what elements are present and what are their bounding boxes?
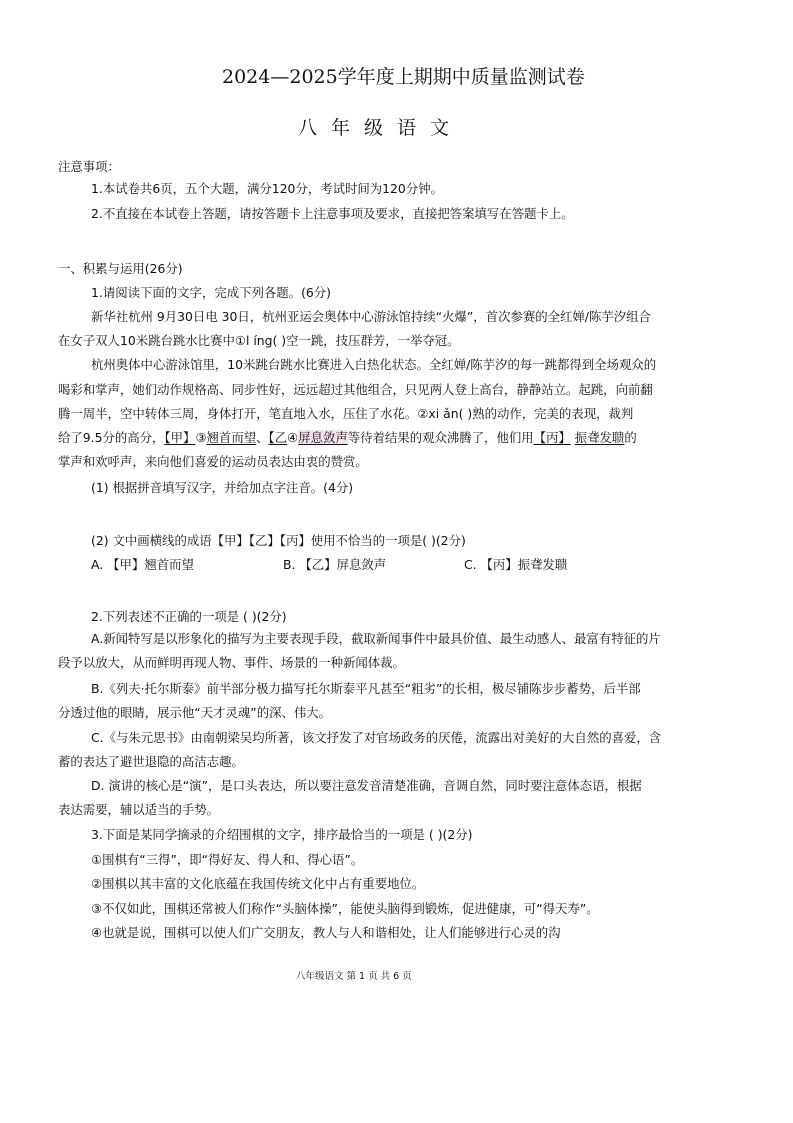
- idiom-1: 翘首而望: [206, 430, 257, 445]
- q1-passage-line: 掌声和欢呼声，来向他们喜爱的运动员表达由衷的赞赏。: [58, 454, 368, 469]
- q1-passage-line: 喝彩和掌声，她们动作规格高、同步性好，远远超过其他组合，只见两人登上高台，静静站立。起跳，向前翻: [58, 382, 653, 397]
- exam-title: 2024—2025学年度上期期中质量监测试卷: [222, 66, 585, 88]
- q3-prompt: 3.下面是某同学摘录的介绍围棋的文字，排序最恰当的一项是 ( )(2分): [91, 827, 473, 842]
- notice-item-1: 1.本试卷共6页，五个大题，满分120分，考试时间为120分钟。: [91, 181, 443, 196]
- q1-option-b: B. 【乙】屏息敛声: [283, 557, 387, 572]
- q2-option-c: C.《与朱元思书》由南朝梁吴均所著，该文抒发了对官场政务的厌倦，流露出对美好的大自然的喜爱，含: [91, 730, 662, 745]
- notice-heading: 注意事项：: [58, 159, 120, 174]
- passage-text: ④: [287, 430, 299, 445]
- q3-sentence-3: ③不仅如此，围棋还常被人们称作“头脑体操”，能使头脑得到锻炼，促进健康，可“得天寿”。: [91, 901, 599, 916]
- q1-option-a: A. 【甲】翘首而望: [91, 557, 194, 572]
- q1-passage-line: 新华社杭州 9月30日电 30日，杭州亚运会奥体中心游泳馆持续“火爆”，首次参赛的全红婵/陈芋汐组合: [91, 309, 651, 324]
- q2-option-b: B.《列夫·托尔斯泰》前半部分极力描写托尔斯泰平凡甚至“粗劣”的长相，极尽铺陈步步蓄势，后半部: [91, 681, 641, 696]
- q1-option-c: C. 【丙】振聋发聩: [464, 557, 568, 572]
- exam-subtitle: 八年级语文: [298, 117, 464, 139]
- q1-passage-line: 腾一周半，空中转体三周，身体打开，笔直地入水，压住了水花。②xi ǎn( )熟的动作，完美的表现，裁判: [58, 406, 634, 421]
- idiom-3: 振聋发聩: [574, 430, 625, 445]
- q2-option-d-cont: 表达需要，辅以适当的手势。: [58, 802, 220, 817]
- q2-option-a-cont: 段予以放大，从而鲜明再现人物、事件、场景的一种新闻体裁。: [58, 655, 405, 670]
- passage-text: 、: [256, 430, 269, 445]
- q3-sentence-2: ②围棋以其丰富的文化底蕴在我国传统文化中占有重要地位。: [91, 876, 425, 891]
- marker-jia: 【甲】: [164, 430, 196, 445]
- passage-text: 给了9.5分的高分，: [58, 430, 165, 445]
- passage-text: 的: [624, 430, 637, 445]
- q2-prompt: 2.下列表述不正确的一项是 ( )(2分): [91, 609, 287, 624]
- marker-bing: 【丙】: [533, 430, 571, 445]
- q2-option-c-cont: 蓄的表达了避世退隐的高洁志趣。: [58, 754, 244, 769]
- q2-option-b-cont: 分透过他的眼睛，展示他“天才灵魂”的深、伟大。: [58, 705, 332, 720]
- idiom-2: 屏息敛声: [298, 430, 348, 445]
- page-footer: 八年级语文 第 1 页 共 6 页: [296, 971, 412, 982]
- q3-sentence-1: ①围棋有“三得”，即“得好友、得人和、得心语”。: [91, 852, 364, 867]
- q2-option-a: A.新闻特写是以形象化的描写为主要表现手段，截取新闻事件中最具价值、最生动感人、最富有特征的片: [91, 631, 661, 646]
- q1-sub1: (1) 根据拼音填写汉字，并给加点字注音。(4分): [91, 480, 354, 495]
- q2-option-d: D. 演讲的核心是“演”，是口头表达，所以要注意发音清楚准确，音调自然，同时要注意体态语，根据: [91, 778, 642, 793]
- passage-text: ③: [195, 430, 207, 445]
- passage-text: 等待着结果的观众沸腾了，他们用: [347, 430, 534, 445]
- q1-sub2: (2) 文中画横线的成语【甲】【乙】【丙】使用不恰当的一项是( )(2分): [91, 533, 466, 548]
- q1-prompt: 1.请阅读下面的文字，完成下列各题。(6分): [91, 285, 332, 300]
- marker-yi: 【乙: [268, 430, 288, 445]
- section-heading: 一、积累与运用(26分): [58, 261, 183, 276]
- q3-sentence-4: ④也就是说，围棋可以使人们广交朋友，教人与人和谐相处，让人们能够进行心灵的沟: [91, 925, 561, 940]
- q1-passage-line: 在女子双人10米跳台跳水比赛中①l íng( )空一跳，技压群芳，一举夺冠。: [58, 333, 460, 348]
- q1-passage-line-idioms: [58, 430, 637, 446]
- q1-passage-line: 杭州奥体中心游泳馆里，10米跳台跳水比赛进入白热化状态。全红婵/陈芋汐的每一跳都得到全场观众的: [91, 357, 657, 372]
- notice-item-2: 2.不直接在本试卷上答题，请按答题卡上注意事项及要求，直接把答案填写在答题卡上。: [91, 206, 574, 221]
